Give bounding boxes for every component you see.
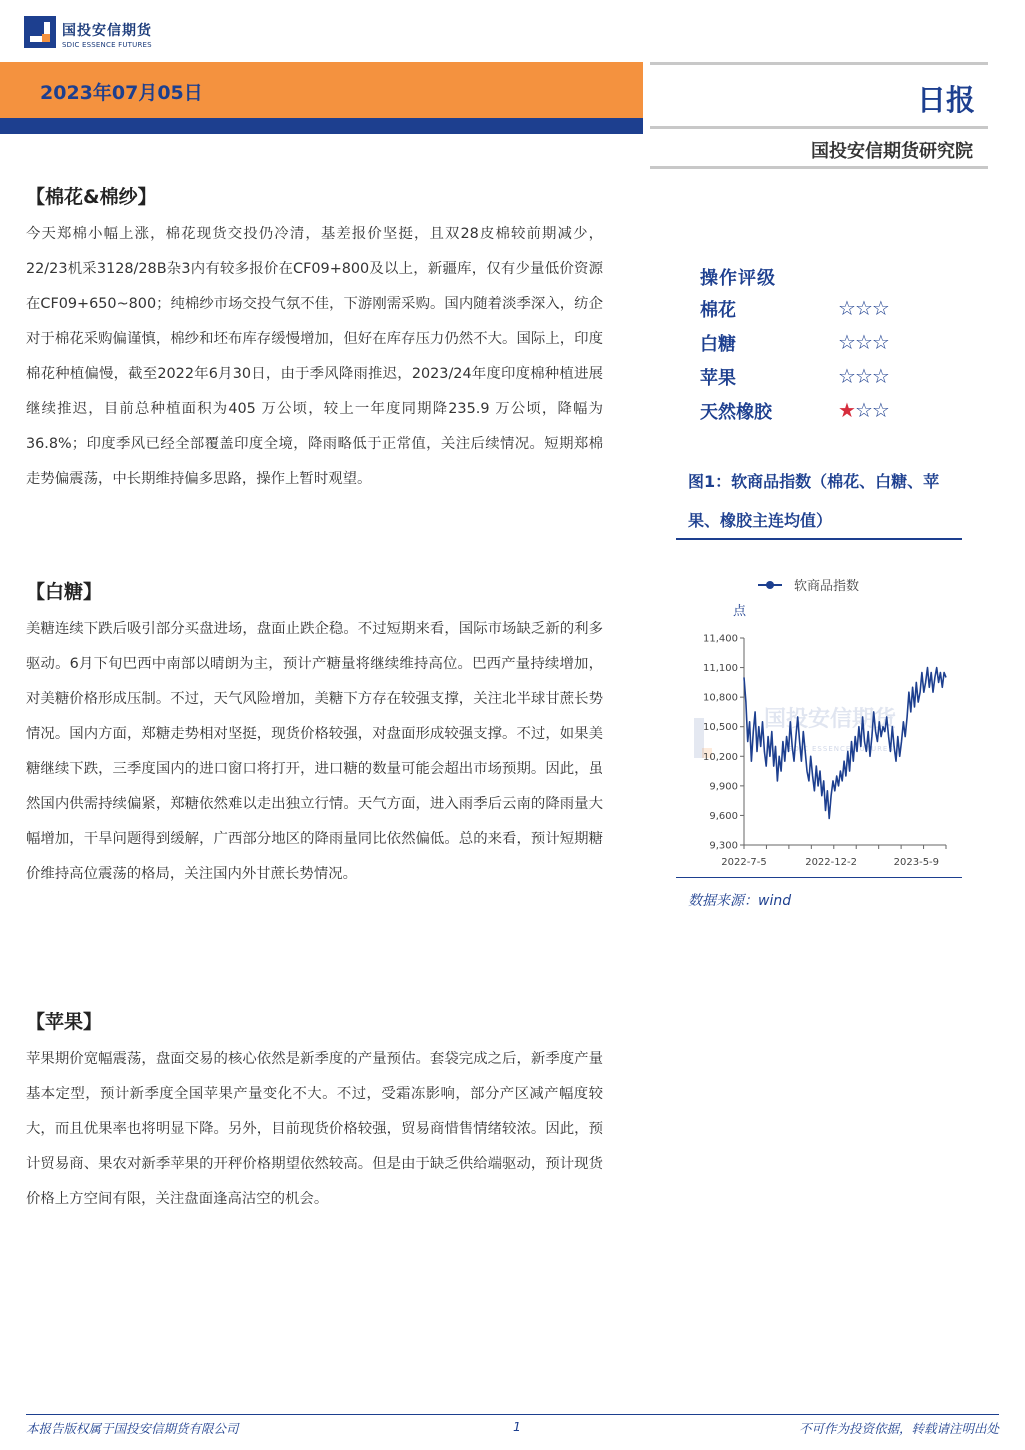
- watermark-text: 国投安信期货: [764, 707, 897, 732]
- figure-rule-bottom: [676, 877, 962, 878]
- rating-name-rubber: 天然橡胶: [700, 402, 772, 423]
- page-number: 1: [513, 1419, 521, 1434]
- y-tick-label: 11,400: [703, 633, 738, 645]
- y-tick-label: 9,300: [709, 840, 738, 852]
- report-date: 2023年07月05日: [40, 82, 203, 104]
- header-rule-middle: [650, 126, 988, 129]
- section-title-sugar: 【白糖】: [26, 581, 103, 603]
- y-tick-label: 9,900: [709, 781, 738, 793]
- section-body-apple: 苹果期价宽幅震荡，盘面交易的核心依然是新季度的产量预估。套袋完成之后，新季度产量基本定型，预计新季度全国苹果产量变化不大。不过，受霜冻影响，部分产区减产幅度较大，而且优果率也将明显下降。另外，目前现货价格较强，贸易商惜售情绪较浓。因此，预计贸易商、果农对新季苹果的开秤价格期望依然较高。但是由于缺乏供给端驱动，预计现货价格上方空间有限，关注盘面逢高沽空的机会。: [26, 1051, 603, 1207]
- star-rating: [838, 398, 889, 422]
- report-type-title: 日报: [916, 83, 975, 117]
- ratings-title: 操作评级: [700, 268, 776, 289]
- star-rating: [838, 296, 889, 320]
- header-rule-bottom: [650, 166, 988, 169]
- y-tick-label: 9,600: [709, 810, 738, 822]
- footer-disclaimer: 不可作为投资依据，转载请注明出处: [798, 1421, 999, 1436]
- star-empty-icon: ☆: [871, 296, 889, 320]
- header-blue-band: [0, 118, 643, 134]
- rating-row: [700, 396, 940, 430]
- data-source: 数据来源：wind: [688, 893, 792, 909]
- star-empty-icon: ☆: [854, 364, 872, 388]
- y-tick-label: 11,100: [703, 663, 738, 675]
- logo-mark-icon: [24, 16, 56, 48]
- y-tick-label: 10,500: [703, 722, 738, 734]
- header-rule-top: [650, 62, 988, 65]
- company-logo: [24, 14, 164, 54]
- section-title-cotton: 【棉花&棉纱】: [26, 186, 157, 208]
- section-body-cotton: 今天郑棉小幅上涨，棉花现货交投仍冷清，基差报价坚挺，且双28皮棉较前期减少，22/23机采3128/28B杂3内有较多报价在CF09+800及以上，新疆库，仅有少量低价资源在CF09+650~800；纯棉纱市场交投气氛不佳，下游刚需采购。国内随着淡季深入，纺企对于棉花采购偏谨慎，棉纱和坯布库存缓慢增加，但好在库存压力仍然不大。国际上，印度棉花种植偏慢，截至2022年6月30日，由于季风降雨推迟，2023/24年度印度棉种植进展继续推迟，目前总种植面积为405 万公顷，较上一年度同期降235.9 万公顷，降幅为36.8%；印度季风已经全部覆盖印度全境，降雨略低于正常值，关注后续情况。短期郑棉走势偏震荡，中长期维持偏多思路，操作上暂时观望。: [26, 226, 603, 487]
- star-rating: [838, 330, 889, 354]
- star-rating: [838, 364, 889, 388]
- logo-text-en: SDIC ESSENCE FUTURES: [62, 41, 152, 49]
- series-line: [744, 668, 946, 819]
- star-empty-icon: ☆: [871, 364, 889, 388]
- section-body-sugar: 美糖连续下跌后吸引部分买盘进场，盘面止跌企稳。不过短期来看，国际市场缺乏新的利多驱动。6月下旬巴西中南部以晴朗为主，预计产糖量将继续维持高位。巴西产量持续增加，对美糖价格形成压制。不过，天气风险增加，美糖下方存在较强支撑，关注北半球甘蔗长势情况。国内方面，郑糖走势相对坚挺，现货价格较强，对盘面形成较强支撑。不过，如果美糖继续下跌，三季度国内的进口窗口将打开，进口糖的数量可能会超出市场预期。因此，虽然国内供需持续偏紧，郑糖依然难以走出独立行情。天气方面，进入雨季后云南的降雨量大幅增加，干旱问题得到缓解，广西部分地区的降雨量同比依然偏低。总的来看，预计短期糖价维持高位震荡的格局，关注国内外甘蔗长势情况。: [26, 621, 603, 882]
- star-empty-icon: ☆: [854, 398, 872, 422]
- figure-rule-top: [676, 538, 962, 540]
- rating-row: [700, 328, 940, 362]
- y-axis-unit: 点: [733, 604, 747, 619]
- section-title-apple: 【苹果】: [26, 1011, 103, 1033]
- star-empty-icon: ☆: [854, 296, 872, 320]
- logo-text-cn: 国投安信期货: [62, 23, 152, 39]
- y-tick-label: 10,800: [703, 692, 738, 704]
- rating-name-sugar: 白糖: [700, 334, 736, 355]
- legend-marker-icon: [766, 581, 774, 589]
- star-empty-icon: ☆: [838, 296, 855, 320]
- star-empty-icon: ☆: [838, 330, 855, 354]
- soft-commodity-index-chart: [676, 570, 962, 875]
- star-empty-icon: ☆: [871, 330, 889, 354]
- institute-name: 国投安信期货研究院: [811, 141, 973, 162]
- rating-name-apple: 苹果: [700, 368, 736, 389]
- star-empty-icon: ☆: [854, 330, 872, 354]
- rating-row: [700, 362, 940, 396]
- x-tick-label: 2022-7-5: [721, 857, 767, 868]
- star-empty-icon: ☆: [871, 398, 889, 422]
- x-tick-label: 2023-5-9: [893, 857, 940, 868]
- x-tick-label: 2022-12-2: [805, 857, 857, 868]
- star-filled-icon: ★: [838, 398, 855, 422]
- rating-row: [700, 294, 940, 328]
- rating-name-cotton: 棉花: [700, 300, 736, 321]
- figure-caption: 图1：软商品指数（棉花、白糖、苹果、橡胶主连均值）: [688, 472, 940, 530]
- star-empty-icon: ☆: [838, 364, 855, 388]
- y-tick-label: 10,200: [703, 751, 738, 763]
- legend-label: 软商品指数: [794, 579, 860, 594]
- footer-copyright: 本报告版权属于国投安信期货有限公司: [26, 1421, 239, 1436]
- operation-ratings: [700, 264, 940, 430]
- footer-rule: [26, 1414, 999, 1415]
- watermark-text-en: SDIC ESSENCE FUTURES: [788, 745, 894, 753]
